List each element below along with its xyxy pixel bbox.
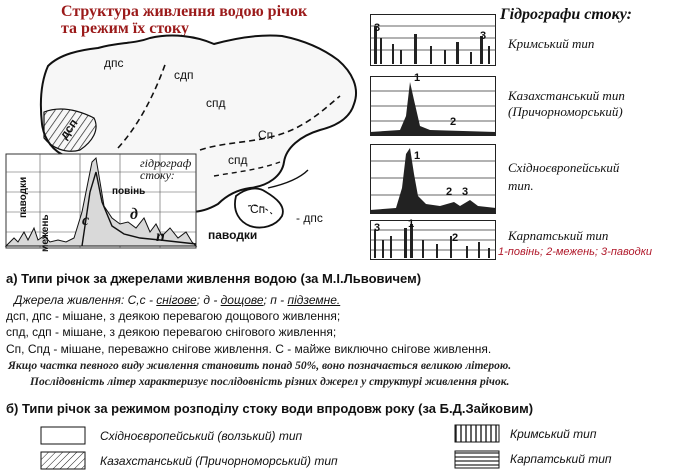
peak-3-east: 3 — [462, 186, 469, 198]
map-label-sp-crimea: Сп — [250, 202, 266, 216]
inset-letter-p: п — [156, 228, 165, 245]
inset-label-pavodky-left: паводки — [18, 176, 29, 218]
hydrographs-title: Гідрографи стоку: — [500, 6, 632, 23]
type-label-carpathian: Карпатський тип — [508, 228, 609, 243]
map-label-spd-small: спд — [228, 153, 248, 167]
peak-1-kazakh: 1 — [414, 72, 421, 84]
peak-3-crimean-right: 3 — [480, 30, 487, 42]
swatch-kazakh — [41, 452, 85, 469]
section-b-heading: б) Типи річок за режимом розподілу стоку води впродовж року (за Б.Д.Зайковим) — [6, 401, 534, 416]
section-a-note1: Якщо частка певного виду живлення становить понад 50%, воно позначається великою літерою. — [8, 360, 512, 372]
map-label-sdp: сдп — [174, 68, 194, 82]
peak-3-crimean-left: 3 — [374, 22, 381, 34]
type-label-kazakh-2: (Причорноморський) — [508, 104, 623, 119]
inset-label-hydrograph-line2: стоку: — [140, 168, 175, 182]
legend-kazakh: Казахстанський (Причорноморський) тип — [100, 454, 338, 468]
type-label-crimean: Кримський тип — [508, 36, 595, 51]
peak-2-kazakh: 2 — [450, 116, 457, 128]
section-a-heading: а) Типи річок за джерелами живлення водою (за М.І.Львовичем) — [6, 271, 422, 286]
source-rain: дощове — [220, 293, 264, 307]
inset-letter-d: д — [130, 206, 138, 223]
map-label-dps: дпс — [104, 56, 124, 70]
hydrograph-crimean — [370, 14, 496, 66]
peak-2-east: 2 — [446, 186, 453, 198]
legend-east-european: Східноєвропейський (волзький) тип — [100, 429, 303, 443]
hydrograph-carpathian — [370, 220, 496, 260]
map-label-sp: Сп — [258, 128, 274, 142]
peak-1-carpathian: 1 — [408, 218, 415, 230]
section-a-note2: Послідовність літер характеризує послідовність різних джерел у структурі живлення річок. — [30, 376, 510, 388]
swatch-crimean — [455, 425, 499, 442]
source-ground: підземне. — [287, 293, 341, 307]
source-snow: снігове — [156, 293, 197, 307]
hydrograph-kazakh — [370, 76, 496, 136]
figure-title-line2: та режим їх стоку — [61, 20, 189, 37]
section-a-line4: Сп, Спд - мішане, переважно снігове живлення. С - майже виключно снігове живлення. — [6, 342, 492, 356]
swatch-carpathian — [455, 451, 499, 468]
peak-3-carpathian: 3 — [374, 222, 381, 234]
section-a-line3: спд, сдп - мішане, з деякою перевагою снігового живлення; — [6, 325, 337, 339]
hydro-legend: 1-повінь; 2-межень; 3-паводки — [498, 246, 652, 258]
hydrograph-east-european — [370, 144, 496, 214]
section-a-line2: дсп, дпс - мішане, з деякою перевагою дощового живлення; — [6, 309, 341, 323]
section-a-line1 — [14, 292, 340, 308]
inset-letter-c: с — [82, 212, 90, 229]
map-label-dsp: дсп — [56, 116, 81, 142]
inset-label-povin: повінь — [112, 186, 146, 197]
peak-2-carpathian: 2 — [452, 232, 459, 244]
type-label-kazakh: Казахстанський тип — [508, 88, 625, 103]
swatch-east-european — [41, 427, 85, 444]
source-mid1: ; д - — [196, 293, 221, 307]
peak-1-east: 1 — [414, 150, 421, 162]
source-prefix: Джерела живлення: С,с - — [14, 293, 157, 307]
inset-label-hydrograph-line1: гідрограф — [140, 156, 192, 170]
legend-crimean: Кримський тип — [510, 427, 597, 441]
figure-title-line1: Структура живлення водою річок — [61, 3, 308, 20]
legend-swatches-left — [40, 425, 88, 473]
inset-label-pavodky-bottom: паводки — [208, 228, 258, 242]
inset-label-hydrograph — [140, 157, 191, 181]
type-label-east: Східноєвропейський — [508, 160, 620, 175]
map-label-spd: спд — [206, 96, 226, 110]
inset-label-mezhen: межень — [40, 214, 51, 252]
legend-swatches-right — [454, 423, 502, 473]
type-label-east-2: тип. — [508, 178, 534, 193]
source-mid2: ; п - — [263, 293, 288, 307]
map-label-dps-crimea: - дпс — [296, 211, 323, 225]
legend-carpathian: Карпатський тип — [510, 452, 612, 466]
